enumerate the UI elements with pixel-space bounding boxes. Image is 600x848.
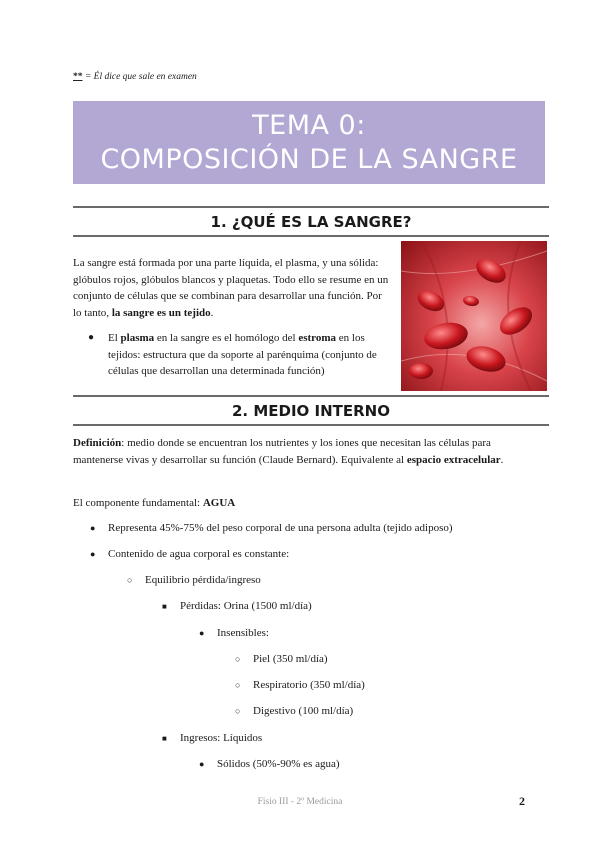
component-line: El componente fundamental: AGUA	[73, 497, 236, 509]
list-item: ■ Pérdidas: Orina (1500 ml/día)	[162, 600, 312, 612]
list-item: ■ Ingresos: Líquidos	[162, 732, 263, 744]
plasma-bullet	[90, 330, 395, 380]
section-1-intro	[73, 255, 393, 321]
definition-paragraph: Definición: medio donde se encuentran los nutrientes y los iones que necesitan las células para mantenerse vivas y desarrollar su función (Claude Bernard). Equivalente al espacio extracelular.	[73, 437, 504, 466]
list-item: ● Contenido de agua corporal es constante:	[90, 548, 290, 560]
title-line-2: COMPOSICIÓN DE LA SANGRE	[100, 144, 518, 175]
list-item: ○ Equilibrio pérdida/ingreso	[127, 574, 261, 586]
intro-text: La sangre está formada por una parte líquida, el plasma, y una sólida: glóbulos rojos, glóbulos blancos y plaquetas. Todo ello se resume en un conjunto de células que se combinan para desarrollar una función. Por lo tanto,	[73, 257, 389, 319]
list-item: ● Representa 45%-75% del peso corporal de una persona adulta (tejido adiposo)	[90, 522, 453, 534]
intro-bold: la sangre es un tejido	[111, 306, 211, 319]
bullet-dot: ●	[88, 332, 95, 343]
section-1-heading: 1. ¿QUÉ ES LA SANGRE?	[73, 206, 549, 237]
blood-cells-illustration	[401, 241, 547, 391]
intro-end: .	[210, 306, 214, 319]
exam-note-text: = Él dice que sale en examen	[82, 72, 197, 82]
list-item: ● Sólidos (50%-90% es agua)	[199, 758, 340, 770]
exam-note-stars: **	[73, 72, 83, 82]
definition-label: Definición	[73, 437, 122, 449]
section-2-heading: 2. MEDIO INTERNO	[73, 395, 549, 426]
list-item: ○ Piel (350 ml/día)	[235, 653, 328, 665]
title-banner	[73, 101, 545, 184]
blood-cells-image	[401, 241, 547, 391]
page-number: 2	[519, 794, 525, 808]
exam-note	[73, 72, 197, 82]
list-item: ○ Respiratorio (350 ml/día)	[235, 679, 365, 691]
plasma-bullet-text: El plasma en la sangre es el homólogo del estroma en los tejidos: estructura que da soporte al parénquima (conjunto de células que desarrollan una determinada función)	[108, 332, 377, 377]
page-footer: Fisio III - 2º Medicina	[257, 797, 343, 807]
list-item: ○ Digestivo (100 ml/día)	[235, 705, 354, 717]
list-item: ● Insensibles:	[199, 627, 269, 639]
title-line-1: TEMA 0:	[252, 110, 366, 141]
